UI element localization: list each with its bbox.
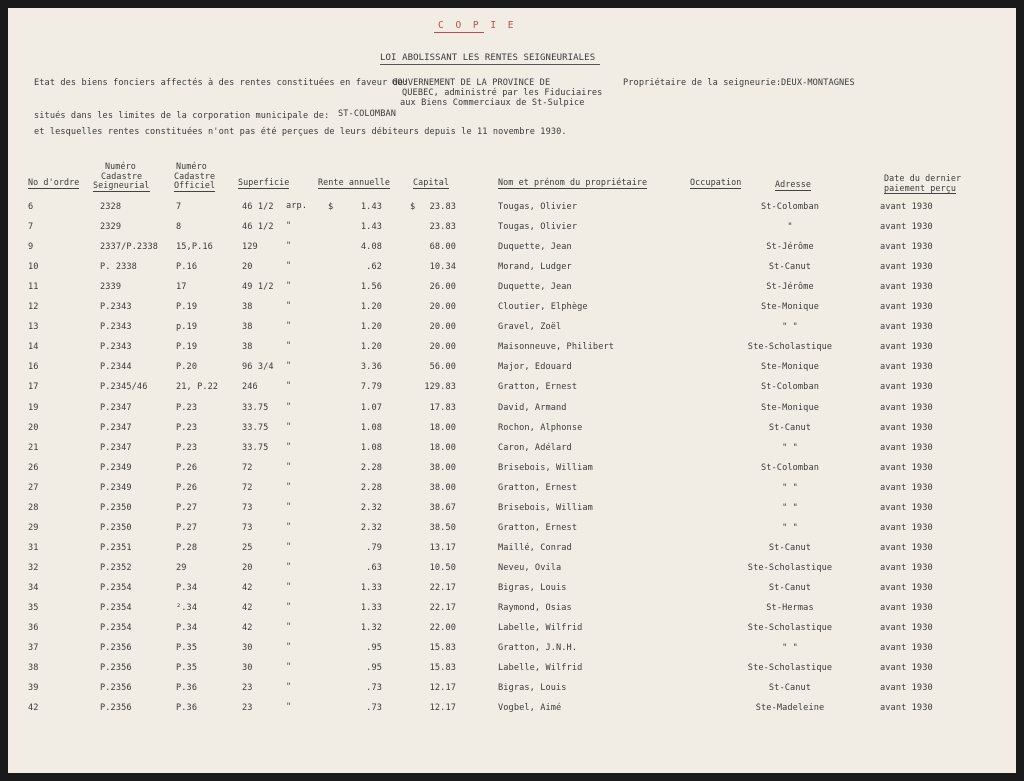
cell-unit: " — [286, 402, 292, 412]
cell-superficie: 38 — [242, 322, 253, 332]
cell-nom: Gratton, Ernest — [498, 523, 578, 533]
cell-superficie: 42 — [242, 623, 253, 633]
cell-cadastre-seigneurial: P.2350 — [100, 523, 132, 533]
cell-date: avant 1930 — [880, 483, 933, 493]
cell-date: avant 1930 — [880, 322, 933, 332]
col-superficie: Superficie — [238, 177, 290, 187]
cell-cadastre-seigneurial: P.2347 — [100, 443, 132, 453]
cell-cadastre-officiel: 17 — [176, 282, 187, 292]
cell-nom: Gravel, Zoël — [498, 322, 562, 332]
law-title-underline — [380, 64, 600, 65]
cell-date: avant 1930 — [880, 703, 933, 713]
cell-date: avant 1930 — [880, 523, 933, 533]
cell-nom: Neveu, Ovila — [498, 563, 562, 573]
cell-date: avant 1930 — [880, 242, 933, 252]
cell-capital: 15.83 — [429, 663, 456, 673]
cell-nom: Morand, Ludger — [498, 262, 572, 272]
cell-adresse: St-Hermas — [766, 603, 814, 613]
cell-adresse: " " — [782, 643, 798, 653]
cell-superficie: 129 — [242, 242, 258, 252]
cell-no-ordre: 36 — [28, 623, 39, 633]
cell-unit: " — [286, 361, 292, 371]
cell-cadastre-officiel: 15,P.16 — [176, 242, 213, 252]
cell-cadastre-officiel: P.35 — [176, 643, 198, 653]
cell-superficie: 49 1/2 — [242, 282, 274, 292]
col-adresse: Adresse — [775, 179, 811, 189]
cell-superficie: 30 — [242, 663, 253, 673]
cell-cadastre-seigneurial: P.2345/46 — [100, 382, 148, 392]
cell-no-ordre: 10 — [28, 262, 39, 272]
cell-cadastre-seigneurial: P.2349 — [100, 483, 132, 493]
cell-cadastre-officiel: 29 — [176, 563, 187, 573]
cell-rente: 1.32 — [360, 623, 382, 633]
cell-no-ordre: 16 — [28, 362, 39, 372]
cell-adresse: Ste-Scholastique — [747, 563, 833, 573]
copie-heading: C O P I E — [438, 20, 517, 31]
cell-unit: " — [286, 482, 292, 492]
cell-unit: " — [286, 702, 292, 712]
cell-unit: " — [286, 381, 292, 391]
cell-nom: David, Armand — [498, 403, 567, 413]
cell-adresse: St-Canut — [768, 543, 812, 553]
cell-cadastre-seigneurial: P.2347 — [100, 423, 132, 433]
cell-unit: " — [286, 422, 292, 432]
cell-superficie: 38 — [242, 302, 253, 312]
cell-rente: 1.20 — [360, 322, 382, 332]
cell-superficie: 46 1/2 — [242, 202, 274, 212]
cell-capital: 22.17 — [429, 583, 456, 593]
cell-nom: Bigras, Louis — [498, 683, 567, 693]
cell-nom: Maillé, Conrad — [498, 543, 572, 553]
cell-adresse: Ste-Monique — [760, 302, 819, 312]
cell-cadastre-officiel: P.23 — [176, 443, 198, 453]
cell-nom: Duquette, Jean — [498, 242, 572, 252]
cell-cadastre-seigneurial: 2339 — [100, 282, 122, 292]
cell-capital: 17.83 — [429, 403, 456, 413]
cell-superficie: 33.75 — [242, 423, 269, 433]
law-title: LOI ABOLISSANT LES RENTES SEIGNEURIALES — [380, 53, 596, 63]
cell-cadastre-officiel: P.27 — [176, 503, 198, 513]
cell-unit: " — [286, 602, 292, 612]
cell-capital: 23.83 — [429, 222, 456, 232]
cell-superficie: 33.75 — [242, 443, 269, 453]
col-capital: Capital — [413, 177, 449, 187]
cell-unit: " — [286, 522, 292, 532]
cell-date: avant 1930 — [880, 603, 933, 613]
cell-nom: Brisebois, William — [498, 463, 593, 473]
cell-rente: 1.08 — [360, 443, 382, 453]
cell-date: avant 1930 — [880, 262, 933, 272]
cell-capital: 68.00 — [429, 242, 456, 252]
cell-capital: 56.00 — [429, 362, 456, 372]
cell-superficie: 246 — [242, 382, 258, 392]
cell-capital: 23.83 — [429, 202, 456, 212]
cell-superficie: 33.75 — [242, 403, 269, 413]
cell-capital: 20.00 — [429, 322, 456, 332]
cell-no-ordre: 28 — [28, 503, 39, 513]
cell-cadastre-officiel: P.20 — [176, 362, 198, 372]
cell-no-ordre: 7 — [28, 222, 34, 232]
cell-unit: " — [286, 321, 292, 331]
cell-unit: " — [286, 281, 292, 291]
cell-rente-currency: $ — [328, 202, 334, 212]
cell-adresse: " " — [782, 503, 798, 513]
cell-no-ordre: 21 — [28, 443, 39, 453]
col-no-ordre: No d'ordre — [28, 177, 80, 187]
cell-rente: .73 — [366, 683, 382, 693]
cell-cadastre-seigneurial: P.2343 — [100, 322, 132, 332]
cell-capital: 12.17 — [429, 703, 456, 713]
cell-cadastre-seigneurial: P.2354 — [100, 583, 132, 593]
cell-capital: 10.50 — [429, 563, 456, 573]
cell-rente: 1.43 — [360, 222, 382, 232]
cell-cadastre-officiel: P.34 — [176, 583, 198, 593]
cell-capital: 22.00 — [429, 623, 456, 633]
cell-date: avant 1930 — [880, 202, 933, 212]
cell-cadastre-seigneurial: P.2354 — [100, 603, 132, 613]
cell-no-ordre: 32 — [28, 563, 39, 573]
cell-adresse: St-Colomban — [760, 202, 819, 212]
cell-nom: Duquette, Jean — [498, 282, 572, 292]
cell-capital: 38.50 — [429, 523, 456, 533]
cell-cadastre-seigneurial: P. 2338 — [100, 262, 137, 272]
cell-adresse: St-Jérôme — [766, 282, 814, 292]
lesquelles-text: et lesquelles rentes constituées n'ont pas été perçues de leurs débiteurs depuis le 11 novembre 1930. — [34, 127, 567, 137]
cell-capital: 22.17 — [429, 603, 456, 613]
cell-capital: 13.17 — [429, 543, 456, 553]
cell-cadastre-seigneurial: P.2347 — [100, 403, 132, 413]
cell-capital: 38.67 — [429, 503, 456, 513]
cell-no-ordre: 12 — [28, 302, 39, 312]
cell-nom: Labelle, Wilfrid — [498, 623, 583, 633]
cell-rente: .62 — [366, 262, 382, 272]
cell-date: avant 1930 — [880, 623, 933, 633]
cell-cadastre-officiel: P.19 — [176, 302, 198, 312]
cell-unit: " — [286, 682, 292, 692]
cell-superficie: 20 — [242, 262, 253, 272]
cell-rente: 7.79 — [360, 382, 382, 392]
cell-date: avant 1930 — [880, 543, 933, 553]
cell-cadastre-officiel: ².34 — [176, 603, 198, 613]
cell-unit: arp. — [286, 201, 308, 211]
cell-no-ordre: 42 — [28, 703, 39, 713]
cell-nom: Gratton, Ernest — [498, 483, 578, 493]
cell-adresse: Ste-Madeleine — [755, 703, 825, 713]
cell-unit: " — [286, 462, 292, 472]
cell-rente: 1.43 — [360, 202, 382, 212]
situes-label: situés dans les limites de la corporation municipale de: — [34, 111, 330, 121]
cell-date: avant 1930 — [880, 443, 933, 453]
cell-rente: .95 — [366, 663, 382, 673]
cell-capital: 129.83 — [424, 382, 456, 392]
cell-adresse: " — [787, 222, 793, 232]
etat-label: Etat des biens fonciers affectés à des rentes constituées en faveur de: — [34, 78, 409, 88]
cell-date: avant 1930 — [880, 583, 933, 593]
cell-cadastre-officiel: P.26 — [176, 463, 198, 473]
cell-adresse: " " — [782, 483, 798, 493]
cell-capital: 20.00 — [429, 342, 456, 352]
cell-cadastre-officiel: 7 — [176, 202, 182, 212]
cell-no-ordre: 17 — [28, 382, 39, 392]
cell-cadastre-seigneurial: 2328 — [100, 202, 122, 212]
cell-cadastre-seigneurial: 2329 — [100, 222, 122, 232]
cell-superficie: 20 — [242, 563, 253, 573]
cell-unit: " — [286, 662, 292, 672]
cell-no-ordre: 11 — [28, 282, 39, 292]
col-cadastre-officiel: Numéro Cadastre Officiel — [174, 161, 216, 190]
cell-unit: " — [286, 642, 292, 652]
cell-cadastre-officiel: P.34 — [176, 623, 198, 633]
cell-date: avant 1930 — [880, 503, 933, 513]
cell-superficie: 30 — [242, 643, 253, 653]
cell-unit: " — [286, 582, 292, 592]
cell-no-ordre: 39 — [28, 683, 39, 693]
cell-rente: 3.36 — [360, 362, 382, 372]
faveur-line-2: QUEBEC, administré par les Fiduciaires — [402, 88, 603, 98]
cell-nom: Gratton, J.N.H. — [498, 643, 578, 653]
document-sheet — [8, 8, 1016, 773]
cell-rente: 1.56 — [360, 282, 382, 292]
cell-no-ordre: 20 — [28, 423, 39, 433]
cell-nom: Cloutier, Elphège — [498, 302, 588, 312]
cell-date: avant 1930 — [880, 382, 933, 392]
cell-capital: 12.17 — [429, 683, 456, 693]
cell-cadastre-officiel: p.19 — [176, 322, 198, 332]
cell-adresse: " " — [782, 322, 798, 332]
cell-cadastre-seigneurial: P.2343 — [100, 302, 132, 312]
cell-no-ordre: 9 — [28, 242, 34, 252]
cell-date: avant 1930 — [880, 643, 933, 653]
cell-adresse: St-Canut — [768, 262, 812, 272]
cell-capital: 26.00 — [429, 282, 456, 292]
cell-superficie: 23 — [242, 683, 253, 693]
cell-cadastre-seigneurial: P.2352 — [100, 563, 132, 573]
cell-adresse: " " — [782, 443, 798, 453]
cell-unit: " — [286, 562, 292, 572]
cell-date: avant 1930 — [880, 302, 933, 312]
cell-no-ordre: 26 — [28, 463, 39, 473]
cell-adresse: Ste-Scholastique — [747, 623, 833, 633]
cell-capital: 20.00 — [429, 302, 456, 312]
cell-rente: 1.33 — [360, 603, 382, 613]
cell-no-ordre: 6 — [28, 202, 34, 212]
cell-no-ordre: 13 — [28, 322, 39, 332]
cell-superficie: 73 — [242, 503, 253, 513]
faveur-line-1: GOUVERNEMENT DE LA PROVINCE DE — [392, 78, 551, 88]
cell-no-ordre: 35 — [28, 603, 39, 613]
cell-rente: 2.28 — [360, 463, 382, 473]
cell-capital: 15.83 — [429, 643, 456, 653]
cell-rente: 1.33 — [360, 583, 382, 593]
cell-superficie: 46 1/2 — [242, 222, 274, 232]
cell-capital-currency: $ — [410, 202, 416, 212]
cell-rente: 2.32 — [360, 523, 382, 533]
cell-adresse: " " — [782, 523, 798, 533]
cell-nom: Brisebois, William — [498, 503, 593, 513]
cell-cadastre-seigneurial: P.2344 — [100, 362, 132, 372]
cell-adresse: Ste-Monique — [760, 403, 819, 413]
cell-adresse: Ste-Scholastique — [747, 663, 833, 673]
cell-cadastre-seigneurial: P.2356 — [100, 643, 132, 653]
cell-adresse: St-Canut — [768, 583, 812, 593]
cell-cadastre-officiel: P.23 — [176, 403, 198, 413]
cell-nom: Raymond, Osias — [498, 603, 572, 613]
cell-superficie: 96 3/4 — [242, 362, 274, 372]
cell-no-ordre: 14 — [28, 342, 39, 352]
col-occupation: Occupation — [690, 177, 742, 187]
cell-superficie: 23 — [242, 703, 253, 713]
cell-no-ordre: 31 — [28, 543, 39, 553]
cell-superficie: 72 — [242, 483, 253, 493]
cell-adresse: St-Canut — [768, 683, 812, 693]
cell-capital: 10.34 — [429, 262, 456, 272]
cell-rente: 2.28 — [360, 483, 382, 493]
cell-date: avant 1930 — [880, 222, 933, 232]
cell-cadastre-seigneurial: P.2350 — [100, 503, 132, 513]
cell-rente: .63 — [366, 563, 382, 573]
cell-superficie: 42 — [242, 603, 253, 613]
cell-cadastre-officiel: P.16 — [176, 262, 198, 272]
cell-adresse: St-Canut — [768, 423, 812, 433]
cell-superficie: 38 — [242, 342, 253, 352]
cell-rente: 1.08 — [360, 423, 382, 433]
cell-unit: " — [286, 442, 292, 452]
proprietaire-value: DEUX-MONTAGNES — [781, 78, 855, 88]
cell-cadastre-officiel: P.35 — [176, 663, 198, 673]
cell-cadastre-seigneurial: P.2356 — [100, 663, 132, 673]
cell-cadastre-seigneurial: P.2356 — [100, 683, 132, 693]
cell-nom: Major, Edouard — [498, 362, 572, 372]
cell-cadastre-seigneurial: P.2354 — [100, 623, 132, 633]
cell-unit: " — [286, 261, 292, 271]
cell-rente: 4.08 — [360, 242, 382, 252]
cell-superficie: 25 — [242, 543, 253, 553]
cell-no-ordre: 37 — [28, 643, 39, 653]
faveur-line-3: aux Biens Commerciaux de St-Sulpice — [400, 98, 585, 108]
cell-date: avant 1930 — [880, 403, 933, 413]
cell-no-ordre: 38 — [28, 663, 39, 673]
cell-date: avant 1930 — [880, 362, 933, 372]
cell-adresse: St-Colomban — [760, 382, 819, 392]
cell-nom: Tougas, Olivier — [498, 222, 578, 232]
cell-superficie: 72 — [242, 463, 253, 473]
cell-cadastre-officiel: 21, P.22 — [176, 382, 219, 392]
cell-unit: " — [286, 341, 292, 351]
cell-cadastre-seigneurial: P.2349 — [100, 463, 132, 473]
cell-nom: Vogbel, Aimé — [498, 703, 562, 713]
cell-cadastre-seigneurial: P.2343 — [100, 342, 132, 352]
cell-unit: " — [286, 622, 292, 632]
cell-capital: 18.00 — [429, 443, 456, 453]
proprietaire-label: Propriétaire de la seigneurie: — [623, 78, 782, 88]
faveur-block — [392, 78, 602, 108]
cell-capital: 38.00 — [429, 463, 456, 473]
cell-nom: Tougas, Olivier — [498, 202, 578, 212]
cell-cadastre-seigneurial: 2337/P.2338 — [100, 242, 159, 252]
municipalite-value: ST-COLOMBAN — [338, 109, 397, 119]
cell-rente: .95 — [366, 643, 382, 653]
cell-adresse: St-Jérôme — [766, 242, 814, 252]
col-cadastre-seigneurial: Numéro Cadastre Seigneurial — [93, 161, 150, 190]
cell-cadastre-seigneurial: P.2351 — [100, 543, 132, 553]
cell-date: avant 1930 — [880, 463, 933, 473]
cell-unit: " — [286, 301, 292, 311]
cell-nom: Maisonneuve, Philibert — [498, 342, 615, 352]
cell-rente: 2.32 — [360, 503, 382, 513]
cell-nom: Caron, Adélard — [498, 443, 572, 453]
cell-superficie: 42 — [242, 583, 253, 593]
cell-cadastre-officiel: P.19 — [176, 342, 198, 352]
cell-unit: " — [286, 221, 292, 231]
cell-date: avant 1930 — [880, 663, 933, 673]
cell-date: avant 1930 — [880, 342, 933, 352]
cell-cadastre-officiel: P.36 — [176, 683, 198, 693]
cell-superficie: 73 — [242, 523, 253, 533]
cell-no-ordre: 34 — [28, 583, 39, 593]
col-nom: Nom et prénom du propriétaire — [498, 177, 648, 187]
cell-adresse: St-Colomban — [760, 463, 819, 473]
cell-adresse: Ste-Scholastique — [747, 342, 833, 352]
cell-capital: 38.00 — [429, 483, 456, 493]
cell-no-ordre: 27 — [28, 483, 39, 493]
cell-no-ordre: 19 — [28, 403, 39, 413]
cell-adresse: Ste-Monique — [760, 362, 819, 372]
cell-date: avant 1930 — [880, 683, 933, 693]
cell-cadastre-officiel: P.23 — [176, 423, 198, 433]
copie-underline — [434, 32, 484, 33]
cell-cadastre-officiel: P.27 — [176, 523, 198, 533]
cell-nom: Gratton, Ernest — [498, 382, 578, 392]
col-date: Date du dernier paiement perçu — [884, 173, 962, 193]
cell-date: avant 1930 — [880, 423, 933, 433]
col-rente: Rente annuelle — [318, 177, 390, 187]
cell-nom: Labelle, Wilfrid — [498, 663, 583, 673]
cell-rente: 1.07 — [360, 403, 382, 413]
cell-unit: " — [286, 502, 292, 512]
cell-rente: 1.20 — [360, 302, 382, 312]
cell-cadastre-officiel: P.36 — [176, 703, 198, 713]
cell-date: avant 1930 — [880, 563, 933, 573]
cell-cadastre-officiel: 8 — [176, 222, 182, 232]
cell-cadastre-officiel: P.28 — [176, 543, 198, 553]
cell-unit: " — [286, 241, 292, 251]
cell-nom: Rochon, Alphonse — [498, 423, 583, 433]
cell-unit: " — [286, 542, 292, 552]
cell-no-ordre: 29 — [28, 523, 39, 533]
cell-cadastre-officiel: P.26 — [176, 483, 198, 493]
cell-capital: 18.00 — [429, 423, 456, 433]
cell-rente: .79 — [366, 543, 382, 553]
cell-cadastre-seigneurial: P.2356 — [100, 703, 132, 713]
cell-rente: .73 — [366, 703, 382, 713]
cell-rente: 1.20 — [360, 342, 382, 352]
cell-date: avant 1930 — [880, 282, 933, 292]
cell-nom: Bigras, Louis — [498, 583, 567, 593]
